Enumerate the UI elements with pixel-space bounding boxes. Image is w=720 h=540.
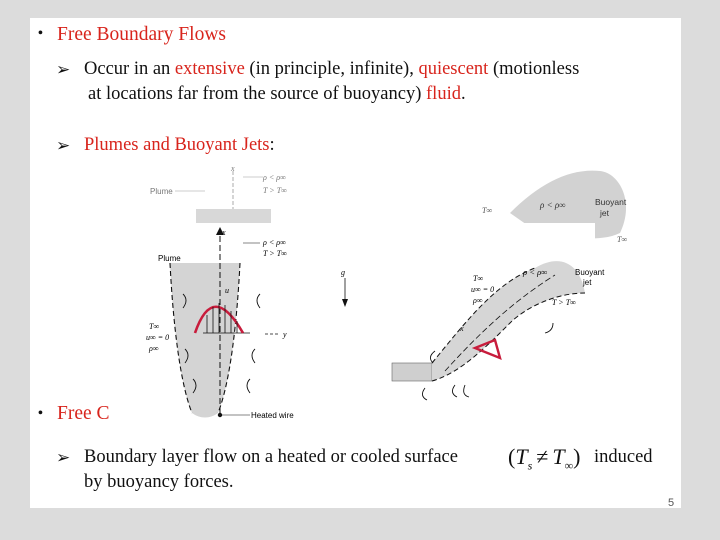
point-boundary-layer-line1 xyxy=(84,447,458,468)
plume-label: Plume xyxy=(158,254,181,263)
jet-uinf: u∞ = 0 xyxy=(471,285,495,294)
formula-part: ( xyxy=(508,444,516,469)
u-inf-label: u∞ = 0 xyxy=(146,333,170,342)
back-tinf: T∞ xyxy=(482,206,493,215)
jet-x-label: x xyxy=(460,324,464,333)
u-label: u xyxy=(225,286,229,295)
arrow-bullet-icon: ➢ xyxy=(56,448,71,467)
text: at locations far from the source of buoyancy) xyxy=(88,84,427,104)
jet-jet-label: jet xyxy=(583,278,592,287)
t-gt-back: T > T∞ xyxy=(263,186,287,195)
g-label: g xyxy=(341,268,345,277)
back-tinf2: T∞ xyxy=(617,235,628,244)
slide xyxy=(30,18,681,508)
text: by buoyancy forces. xyxy=(84,472,234,492)
point-plumes-jets xyxy=(84,135,275,156)
point-boundary-layer-line2 xyxy=(84,472,234,493)
formula-part: s xyxy=(527,458,533,473)
text: Occur in an xyxy=(84,59,175,79)
text: Boundary layer flow on a heated or cooled surface xyxy=(84,447,458,467)
bullet-dot: • xyxy=(38,26,43,41)
plume-label-back: Plume xyxy=(150,187,173,196)
svg-text:x: x xyxy=(231,164,235,173)
t-gt: T > T∞ xyxy=(263,249,287,258)
bullet-dot: • xyxy=(38,406,43,421)
y-axis-label: y xyxy=(283,330,287,339)
rho-lt-back: ρ < ρ∞ xyxy=(263,173,286,182)
rho-lt: ρ < ρ∞ xyxy=(263,238,286,247)
heated-wire-label: Heated wire xyxy=(251,411,294,420)
section-title-free-convection: Free C xyxy=(57,403,110,424)
jet-t: T > T∞ xyxy=(552,298,576,307)
text-extensive: extensive xyxy=(174,59,245,79)
back-rho: ρ < ρ∞ xyxy=(540,200,566,210)
t-inf-label: T∞ xyxy=(149,322,160,331)
formula-part: ∞ xyxy=(564,458,574,473)
plume-figure-background xyxy=(120,163,305,228)
back-buoyant: Buoyant xyxy=(595,197,627,207)
text-fluid: fluid xyxy=(426,84,461,104)
formula-part: T xyxy=(552,444,565,469)
page-number: 5 xyxy=(668,497,675,509)
text: (motionless xyxy=(488,59,580,79)
back-jet: jet xyxy=(600,208,609,218)
text: : xyxy=(269,135,275,155)
jet-buoyant-label: Buoyant xyxy=(575,268,605,277)
text: (in principle, infinite), xyxy=(244,59,419,79)
arrow-bullet-icon: ➢ xyxy=(56,60,71,79)
jet-rhoinf: ρ∞ xyxy=(473,296,483,305)
text-plumes-buoyant-jets: Plumes and Buoyant Jets xyxy=(84,135,270,155)
formula-part: T xyxy=(515,444,528,469)
plume-and-buoyant-jet-figure xyxy=(115,223,605,433)
rho-inf-label: ρ∞ xyxy=(149,344,159,353)
text: . xyxy=(460,84,466,104)
text-quiescent: quiescent xyxy=(418,59,489,79)
arrow-bullet-icon: ➢ xyxy=(56,136,71,155)
jet-tinf: T∞ xyxy=(473,274,484,283)
formula-part: ≠ xyxy=(536,444,549,469)
section-title-free-boundary-flows: Free Boundary Flows xyxy=(57,24,226,45)
formula-ts-neq-tinf xyxy=(508,444,580,473)
point-occur-line1 xyxy=(84,59,579,80)
text: induced xyxy=(594,447,653,467)
point-occur-line2 xyxy=(88,84,466,105)
point-boundary-layer-tail xyxy=(594,447,653,468)
x-axis-label: x xyxy=(222,228,226,237)
jet-rho: ρ < ρ∞ xyxy=(523,267,548,277)
formula-part: ) xyxy=(573,444,581,469)
